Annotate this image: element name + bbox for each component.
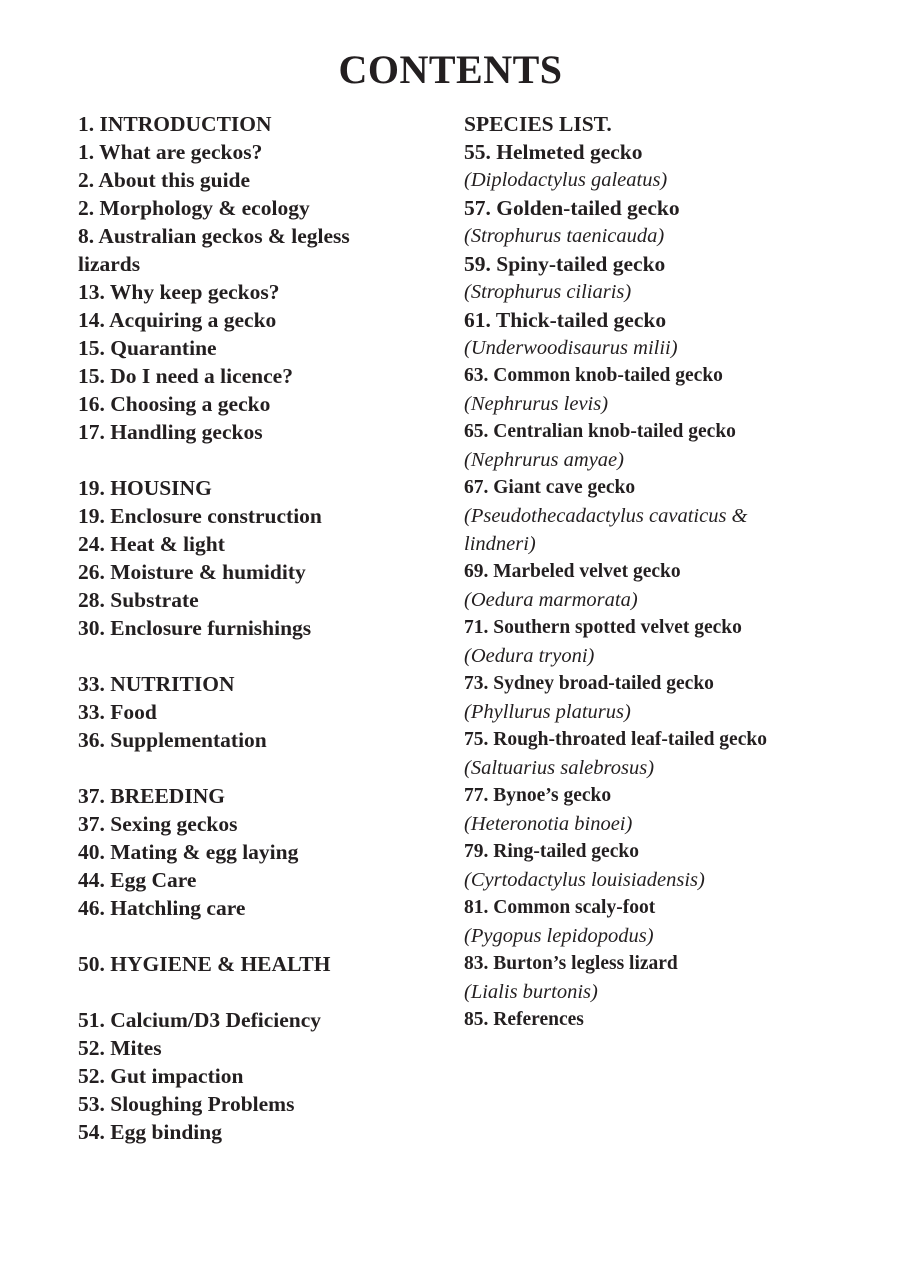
species-entry: 63. Common knob-tailed gecko xyxy=(464,365,723,386)
toc-entry: 53. Sloughing Problems xyxy=(78,1092,295,1116)
contents-right-column xyxy=(464,110,884,1034)
toc-entry: 40. Mating & egg laying xyxy=(78,840,299,864)
species-scientific-name: (Cyrtodactylus louisiadensis) xyxy=(464,869,705,891)
toc-entry: 54. Egg binding xyxy=(78,1120,222,1144)
page-title: CONTENTS xyxy=(338,47,563,92)
species-scientific-name: (Pygopus lepidopodus) xyxy=(464,925,654,947)
species-entry: 71. Southern spotted velvet gecko xyxy=(464,617,742,638)
toc-entry: 1. What are geckos? xyxy=(78,140,263,164)
toc-entry: 36. Supplementation xyxy=(78,728,267,752)
toc-entry: 52. Mites xyxy=(78,1036,162,1060)
toc-entry: 16. Choosing a gecko xyxy=(78,392,271,416)
references-entry: 85. References xyxy=(464,1009,584,1030)
species-scientific-name: (Pseudothecadactylus cavaticus & xyxy=(464,505,748,527)
species-scientific-name: (Heteronotia binoei) xyxy=(464,813,633,835)
section-spacer xyxy=(78,446,438,474)
toc-entry: 15. Quarantine xyxy=(78,336,217,360)
toc-entry: 13. Why keep geckos? xyxy=(78,280,280,304)
toc-section-heading: 19. HOUSING xyxy=(78,476,212,500)
species-entry: 79. Ring-tailed gecko xyxy=(464,841,639,862)
species-scientific-name: (Nephrurus amyae) xyxy=(464,449,624,471)
toc-entry: 2. About this guide xyxy=(78,168,251,192)
toc-entry-continuation: lizards xyxy=(78,252,141,276)
toc-entry: 24. Heat & light xyxy=(78,532,225,556)
toc-entry: 15. Do I need a licence? xyxy=(78,364,293,388)
species-scientific-name: (Phyllurus platurus) xyxy=(464,701,631,723)
toc-section-heading: 33. NUTRITION xyxy=(78,672,235,696)
toc-section-heading: 1. INTRODUCTION xyxy=(78,112,272,136)
species-entry: 75. Rough-throated leaf-tailed gecko xyxy=(464,729,767,750)
species-scientific-name: (Nephrurus levis) xyxy=(464,393,609,415)
section-spacer xyxy=(78,642,438,670)
species-entry: 65. Centralian knob-tailed gecko xyxy=(464,421,736,442)
section-spacer xyxy=(78,978,438,1006)
species-scientific-name: (Oedura marmorata) xyxy=(464,589,638,611)
species-scientific-name: (Lialis burtonis) xyxy=(464,981,598,1003)
species-scientific-name: (Oedura tryoni) xyxy=(464,645,595,667)
toc-entry: 2. Morphology & ecology xyxy=(78,196,310,220)
species-entry: 55. Helmeted gecko xyxy=(464,140,643,164)
species-scientific-name: (Strophurus taenicauda) xyxy=(464,225,665,247)
toc-entry: 14. Acquiring a gecko xyxy=(78,308,277,332)
species-entry: 81. Common scaly-foot xyxy=(464,897,656,918)
toc-entry: 51. Calcium/D3 Deficiency xyxy=(78,1008,322,1032)
species-entry: 77. Bynoe’s gecko xyxy=(464,785,612,806)
section-spacer xyxy=(78,922,438,950)
toc-entry: 52. Gut impaction xyxy=(78,1064,244,1088)
species-entry: 59. Spiny-tailed gecko xyxy=(464,252,666,276)
toc-section-heading: 50. HYGIENE & HEALTH xyxy=(78,952,331,976)
toc-entry: 44. Egg Care xyxy=(78,868,197,892)
toc-entry: 28. Substrate xyxy=(78,588,199,612)
species-scientific-name: (Underwoodisaurus milii) xyxy=(464,337,678,359)
toc-entry: 8. Australian geckos & legless xyxy=(78,224,350,248)
toc-section-heading: 37. BREEDING xyxy=(78,784,225,808)
species-list-heading: SPECIES LIST. xyxy=(464,112,612,136)
species-entry: 57. Golden-tailed gecko xyxy=(464,196,680,220)
toc-entry: 33. Food xyxy=(78,700,157,724)
toc-entry: 30. Enclosure furnishings xyxy=(78,616,312,640)
toc-entry: 46. Hatchling care xyxy=(78,896,246,920)
species-scientific-name-continuation: lindneri) xyxy=(464,533,536,555)
section-spacer xyxy=(78,754,438,782)
species-scientific-name: (Saltuarius salebrosus) xyxy=(464,757,655,779)
species-entry: 67. Giant cave gecko xyxy=(464,477,636,498)
contents-left-column xyxy=(78,110,438,1146)
species-entry: 83. Burton’s legless lizard xyxy=(464,953,678,974)
species-scientific-name: (Diplodactylus galeatus) xyxy=(464,169,668,191)
species-entry: 61. Thick-tailed gecko xyxy=(464,308,667,332)
toc-entry: 19. Enclosure construction xyxy=(78,504,322,528)
species-entry: 73. Sydney broad-tailed gecko xyxy=(464,673,714,694)
species-scientific-name: (Strophurus ciliaris) xyxy=(464,281,632,303)
species-entry: 69. Marbeled velvet gecko xyxy=(464,561,681,582)
toc-entry: 17. Handling geckos xyxy=(78,420,263,444)
toc-entry: 37. Sexing geckos xyxy=(78,812,238,836)
toc-entry: 26. Moisture & humidity xyxy=(78,560,306,584)
